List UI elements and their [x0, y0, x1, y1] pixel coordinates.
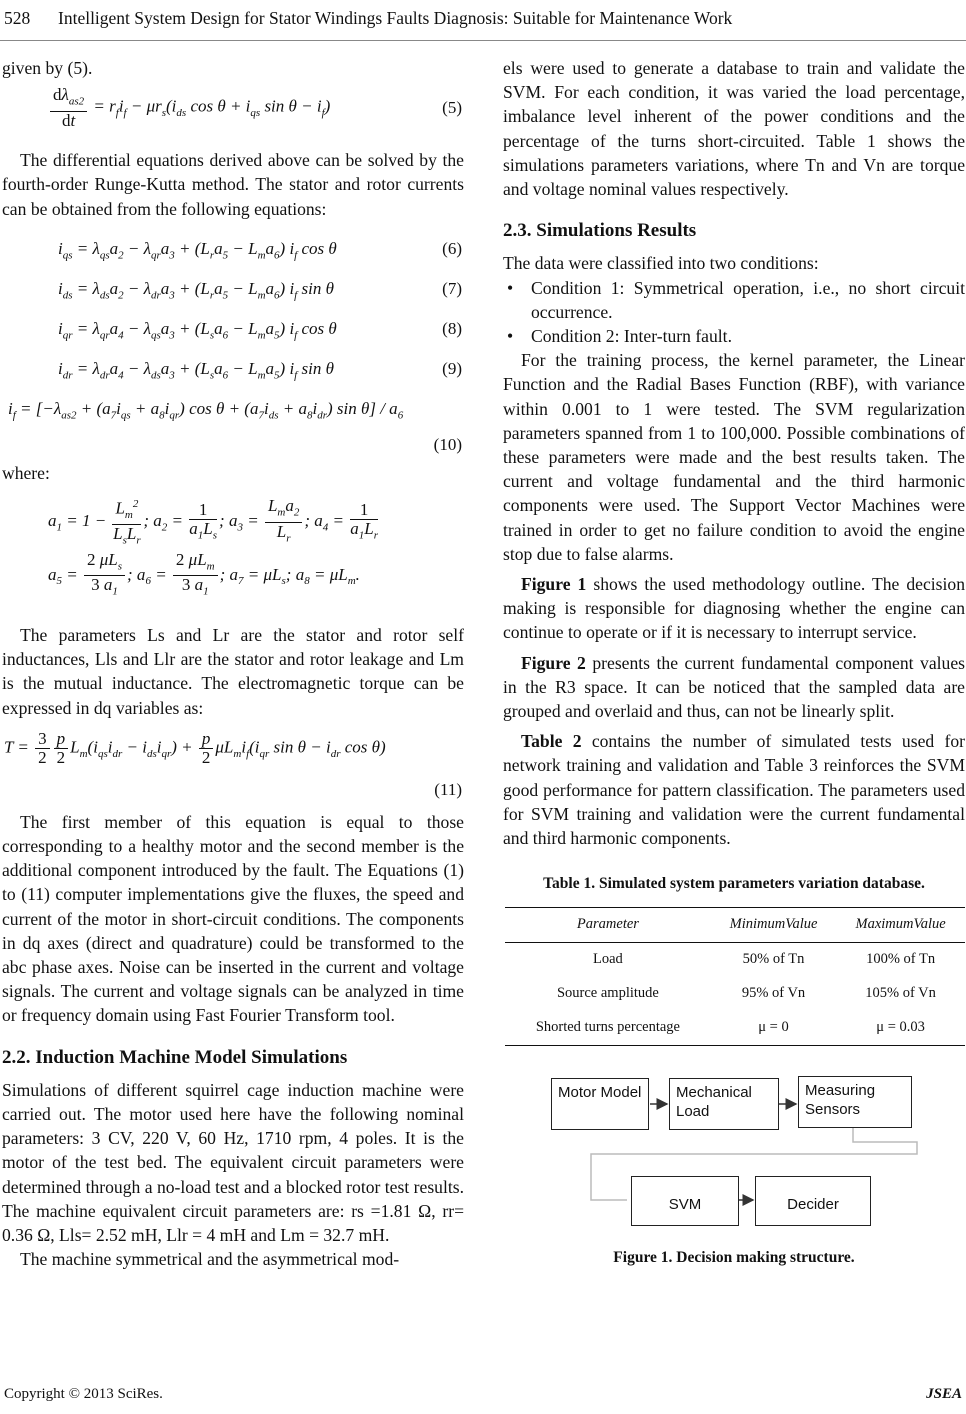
continuation-paragraph: els were used to generate a database to train and validate the SVM. For each condition, it was varied the load percentage, imbalance level inherent of the power conditions and the percentage of the turns short-circuited. Table 1 shows the simulations parameters variations, where Tn and Vn are torque and voltage nominal values respectively.	[503, 58, 965, 200]
table-row	[505, 1011, 965, 1046]
table-cell: 105% of Vn	[865, 985, 936, 1002]
figure2-paragraph: Figure 2 presents the current fundamental component values in the R3 space. It can be noticed that the sampled data are grouped and overlaid and thus, can not be linearly split.	[503, 652, 965, 722]
right-column	[503, 56, 965, 1270]
table-row	[505, 942, 965, 977]
table2-ref: Table 2	[521, 731, 582, 752]
coefficients-row-2: $a_5$ = $\frac{2 \mu L_s}{3 a_1}$ ; $a_6$ = $\frac{2 \mu L_m}{3 a_1}$ ; $a_7 = \mu L_s$; $a_8 = \mu L_m$.	[48, 550, 360, 598]
classification-paragraph: The data were classified into two conditions:	[503, 253, 819, 274]
page-number: 528	[4, 8, 31, 28]
table-cell: 100% of Tn	[866, 951, 936, 968]
table2-paragraph: Table 2 contains the number of simulated tests used for network training and validation and Table 3 reinforces the SVM good performance for pattern classification. The parameters used for SVM training and validation were the current fundamental and third harmonic components.	[503, 731, 965, 849]
decider-box: Decider	[755, 1176, 871, 1226]
table-cell: μ = 0	[711, 1011, 836, 1046]
equation-5: $\frac{d\lambda_{as2}}{dt}$ = $r_fi_f - \mu r_s(i_{ds}$ $\cos \theta + i_{qs}$ $\sin \theta - i_f$) (5)	[2, 80, 464, 140]
header-rule	[0, 40, 966, 41]
section-2-2-heading: 2.2. Induction Machine Model Simulations	[2, 1046, 348, 1068]
symmetrical-paragraph: The machine symmetrical and the asymmetrical mod-	[20, 1249, 400, 1270]
differential-paragraph: The differential equations derived above can be solved by the fourth-order Runge-Kutta method. The stator and rotor currents can be obtained from the following equations:	[2, 150, 464, 219]
table1	[505, 907, 965, 1046]
table1-caption: Table 1. Simulated system parameters variation database.	[543, 875, 925, 893]
figure2-ref: Figure 2	[521, 652, 586, 673]
table-cell: Source amplitude	[556, 985, 659, 1002]
table-cell: 95% of Vn	[741, 985, 806, 1002]
coefficients-row-1: $a_1 = 1$ − $\frac{L_m^2}{L_sL_r}$ ; $a_2$ = $\frac{1}{a_1L_s}$ ; $a_3$ = $\frac{L_ma_2}{L_r}$ ; $a_4$ = $\frac{1}{a_1L_r}$	[48, 496, 379, 547]
where-label: where:	[2, 462, 50, 483]
table1-header: MaximumValue	[836, 907, 965, 942]
intro-text: given by (5).	[2, 58, 93, 78]
figure1-ref: Figure 1	[521, 574, 587, 595]
equation-9: $i_{dr} = \lambda_{dr}a_4 - \lambda_{ds}a_3 + (L_sa_6 - L_ma_5)$ $i_f$ sin θ (9)	[58, 358, 462, 382]
equation-10: $i_f = [-\lambda_{as2} + (a_7i_{qs} + a_8i_{qr})$ $\cos \theta + (a_7i_{ds} + a_8i_{dr})$ $\sin \theta] / a_6$ (10)	[8, 398, 462, 454]
table1-header-row	[505, 907, 965, 942]
equation-11: T = $\frac{3}{2}$ $\frac{p}{2}$ $L_m(i_{qs}i_{dr} - i_{ds}i_{qr})$ + $\frac{p}{2}$ $\mu L_mi_f(i_{qr}$ $\sin \theta - i_{dr}$ cos θ) (11)	[4, 728, 462, 799]
conditions-list	[503, 276, 965, 349]
svm-box: SVM	[631, 1176, 739, 1226]
figure1-diagram	[503, 1070, 965, 1240]
parameters-paragraph: The parameters Ls and Lr are the stator and rotor self inductances, Lls and Llr are the stator and rotor leakage and Lm is the mutual inductance. The electromagnetic torque can be expressed in dq variables as:	[2, 625, 464, 718]
table-cell: μ = 0.03	[836, 1011, 965, 1046]
page-header	[0, 8, 966, 32]
section-2-3-heading: 2.3. Simulations Results	[503, 220, 697, 242]
condition-1-item: • Condition 1: Symmetrical operation, i.e., no short circuit occurrence.	[531, 276, 965, 324]
page-footer	[4, 1386, 962, 1403]
first-member-paragraph: The first member of this equation is equal to those corresponding to a healthy motor and the second member is the additional component introduced by the fault. The Equations (1) to (11) computer implementations give the fluxes, the speed and current of the motor in short-circuit conditions. The components in dq axes (direct and quadrature) could be transformed to the abc phase axes. Noise can be inserted in the current and voltage signals. The current and voltage signals can be analyzed in time or frequency domain using Fast Fourier Transform tool.	[2, 811, 464, 1026]
table1-header: MinimumValue	[711, 907, 836, 942]
running-title: Intelligent System Design for Stator Windings Faults Diagnosis: Suitable for Maintenance Work	[58, 8, 733, 28]
copyright-text: Copyright © 2013 SciRes.	[4, 1386, 163, 1402]
equation-7: $i_{ds} = \lambda_{ds}a_2 - \lambda_{dr}a_3 + (L_ra_5 - L_ma_6)$ $i_f$ sin θ (7)	[58, 278, 462, 302]
figure1-caption: Figure 1. Decision making structure.	[613, 1248, 855, 1266]
table1-header: Parameter	[505, 907, 711, 942]
condition-2-item: • Condition 2: Inter-turn fault.	[531, 324, 965, 348]
journal-name: JSEA	[926, 1386, 962, 1402]
table-row	[505, 977, 965, 1011]
left-column	[2, 56, 464, 1271]
table-cell: Load	[593, 951, 623, 968]
table-cell: 50% of Tn	[742, 951, 805, 968]
table-cell: Shorted turns percentage	[505, 1011, 711, 1046]
equation-6: $i_{qs} = \lambda_{qs}a_2 - \lambda_{qr}a_3 + (L_ra_5 - L_ma_6)$ $i_f$ cos θ (6)	[58, 238, 462, 262]
training-paragraph: For the training process, the kernel parameter, the Linear Function and the Radial Bases Function (RBF), with variance within 0.001 to 1 were tested. The SVM regularization parameters spanned from 1 to 100,000. Possible combinations of these parameters were made and the best results taken. The current and voltage fundamental and the third harmonic components were used. The Support Vector Machines were trained in order to get no failure condition to avoid the engine stop due to false alarms.	[503, 350, 965, 564]
mechanical-load-box: Mechanical Load	[669, 1078, 779, 1130]
measuring-sensors-box: Measuring Sensors	[798, 1076, 912, 1128]
figure1-paragraph: Figure 1 shows the used methodology outline. The decision making is responsible for diagnosing whether the engine can continue to operate or if it is necessary to interrupt service.	[503, 574, 965, 643]
simulations-paragraph: Simulations of different squirrel cage induction machine were carried out. The motor used here have the following nominal parameters: 3 CV, 220 V, 60 Hz, 1710 rpm, 4 poles. It is the motor of the test bed. The equivalent circuit parameters were determined through a no-load test and a blocked rotor test results. The machine equivalent circuit parameters are: rs =1.81 Ω, rr= 0.36 Ω, Lls= 2.52 mH, Llr = 4 mH and Lm = 32.7 mH.	[2, 1079, 464, 1246]
equation-8: $i_{qr} = \lambda_{qr}a_4 - \lambda_{qs}a_3 + (L_sa_6 - L_ma_5)$ $i_f$ cos θ (8)	[58, 318, 462, 342]
motor-model-box: Motor Model	[551, 1078, 649, 1130]
